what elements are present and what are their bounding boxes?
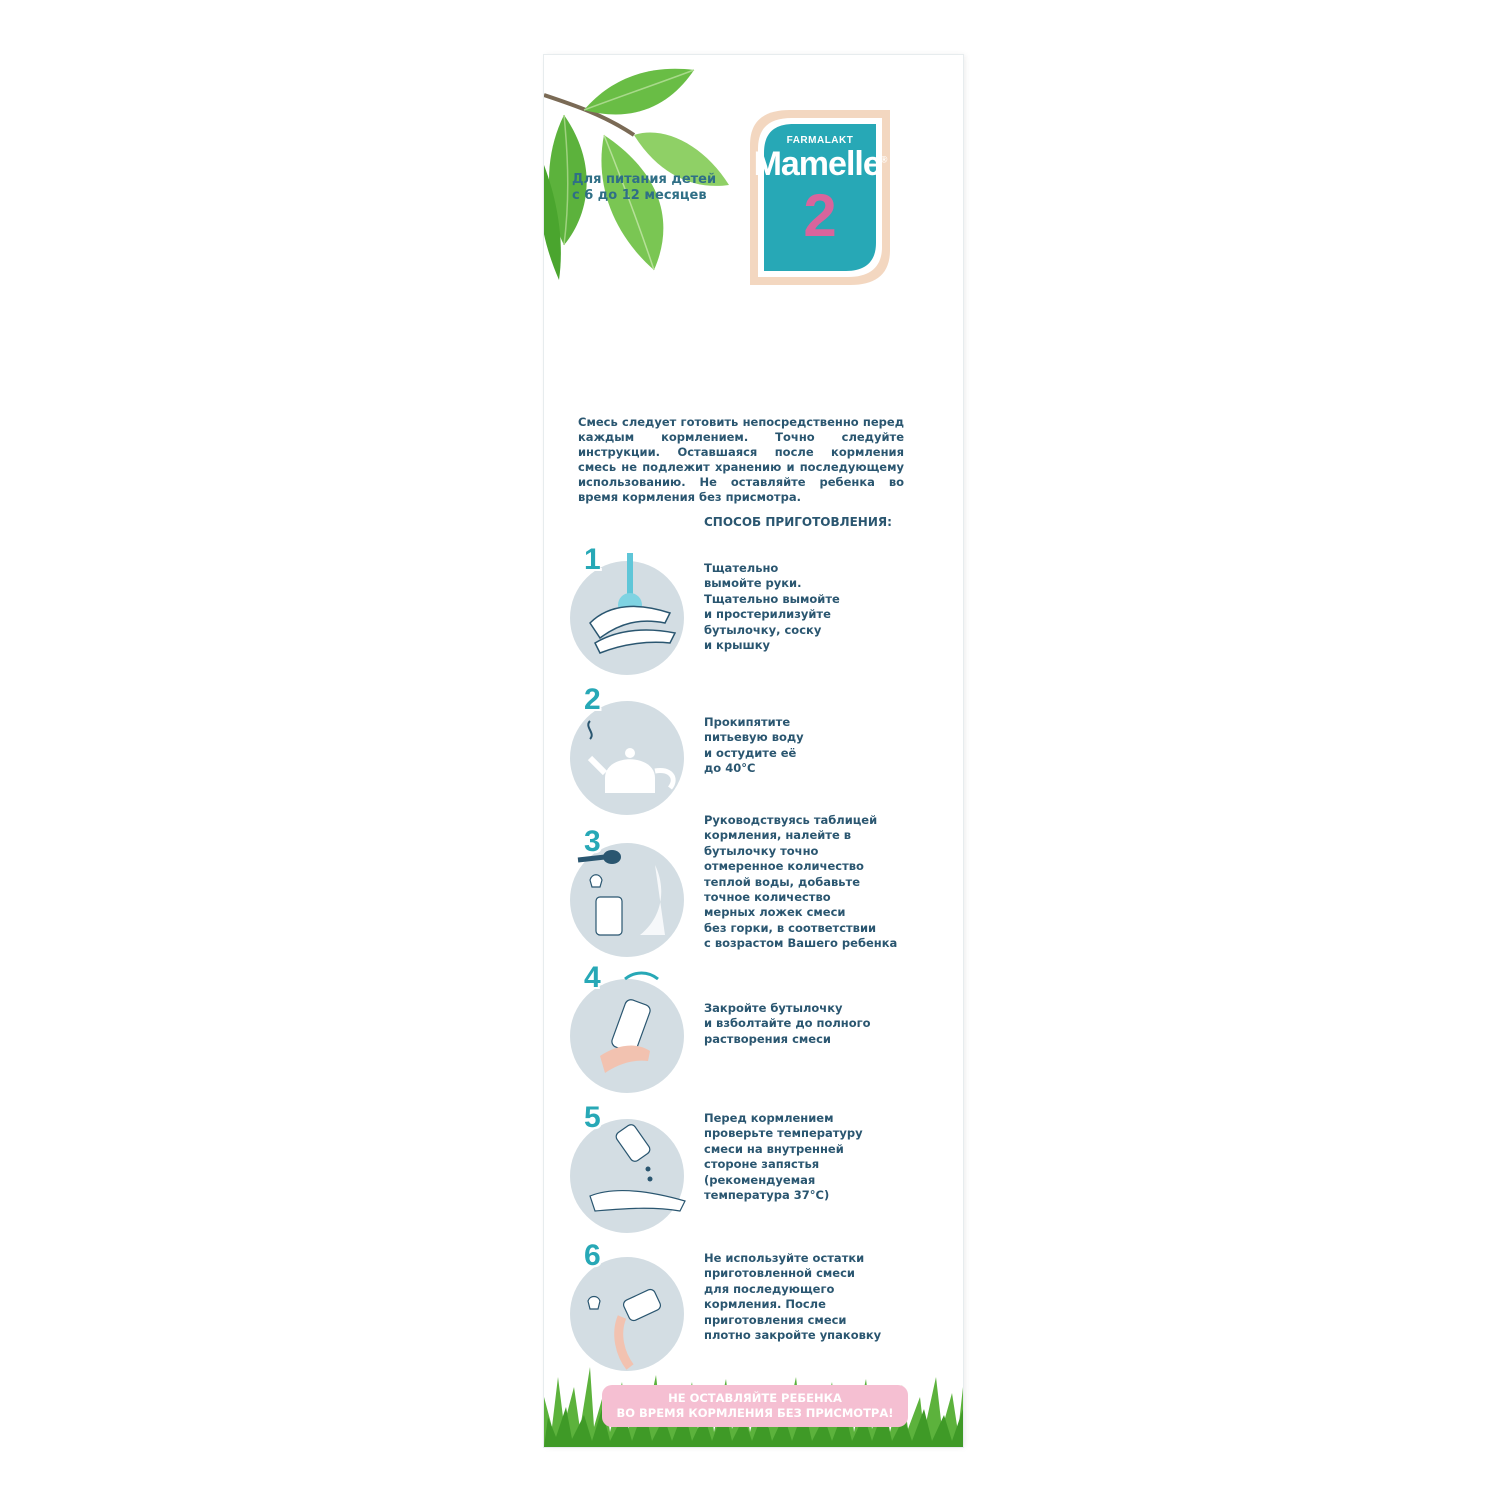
step-line: кормления. После: [704, 1297, 826, 1312]
package-panel: [544, 55, 963, 1447]
step-line: растворения смеси: [704, 1031, 831, 1046]
step-line: кормления, налейте в: [704, 828, 852, 843]
brand-logo-text: [740, 105, 900, 291]
step-text: [704, 561, 944, 653]
step-line: приготовленной смеси: [704, 1266, 855, 1281]
step-text: [704, 1251, 944, 1343]
step-line: Прокипятите: [704, 715, 791, 729]
step-line: отмеренное количество: [704, 859, 864, 874]
step-text: [704, 813, 944, 952]
step-line: температура 37°С): [704, 1188, 830, 1203]
stage-number: 2: [803, 182, 837, 249]
brand-name-text: Mamelle: [753, 145, 881, 183]
warning-line: ВО ВРЕМЯ КОРМЛЕНИЯ БЕЗ ПРИСМОТРА!: [616, 1406, 894, 1420]
step-number: 6: [584, 1239, 601, 1272]
step-line: Тщательно: [704, 561, 779, 575]
warning-banner: [602, 1385, 908, 1427]
section-title: СПОСОБ ПРИГОТОВЛЕНИЯ:: [704, 515, 892, 529]
step-line: теплой воды, добавьте: [704, 874, 861, 889]
step-line: смеси на внутренней: [704, 1141, 844, 1156]
step-line: Перед кормлением: [704, 1111, 834, 1125]
step-line: и остудите её: [704, 745, 797, 760]
intro-text: Смесь следует готовить непосредственно перед каждым кормлением. Точно следуйте инструкции. Оставшаяся после кормления смесь не подлежит хранению и последующему использованию. Не оставляйте ребенка во время кормления без присмотра.: [578, 415, 904, 504]
age-subtitle-line: Для питания детей: [572, 172, 717, 187]
age-subtitle-line: с 6 до 12 месяцев: [572, 188, 707, 203]
step-line: для последующего: [704, 1281, 835, 1296]
step-line: проверьте температуру: [704, 1126, 863, 1141]
step-line: приготовления смеси: [704, 1312, 847, 1327]
step-number: 2: [584, 683, 601, 716]
step-line: Руководствуясь таблицей: [704, 813, 878, 827]
leaves-illustration: [544, 55, 734, 285]
brand-maker: FARMALAKT: [786, 135, 854, 146]
step-line: бутылочку точно: [704, 843, 819, 858]
step-text: [704, 1001, 944, 1047]
step-line: и крышку: [704, 638, 771, 653]
warning-line: НЕ ОСТАВЛЯЙТЕ РЕБЕНКА: [668, 1391, 842, 1405]
step-text: [704, 1111, 944, 1203]
step-line: бутылочку, соску: [704, 622, 822, 637]
step-line: стороне запястья: [704, 1157, 820, 1172]
step-line: Закройте бутылочку: [704, 1001, 843, 1015]
step-line: питьевую воду: [704, 730, 804, 745]
step-line: и взболтайте до полного: [704, 1016, 871, 1031]
step-line: вымойте руки.: [704, 576, 802, 591]
step-line: (рекомендуемая: [704, 1172, 816, 1187]
step-text: [704, 715, 944, 777]
brand-name: [740, 145, 900, 184]
step-number: 5: [584, 1101, 601, 1134]
age-subtitle: [572, 172, 742, 204]
step-line: точное количество: [704, 890, 831, 905]
step-line: плотно закройте упаковку: [704, 1328, 882, 1343]
trademark-mark: ®: [880, 154, 887, 165]
step-line: и простерилизуйте: [704, 607, 831, 622]
step-number: 4: [584, 961, 601, 994]
step-line: с возрастом Вашего ребенка: [704, 936, 898, 951]
step-line: Тщательно вымойте: [704, 591, 840, 606]
step-number: 3: [584, 825, 601, 858]
step-line: мерных ложек смеси: [704, 905, 846, 920]
step-line: без горки, в соответствии: [704, 920, 877, 935]
step-number: 1: [584, 543, 601, 576]
step-line: Не используйте остатки: [704, 1251, 865, 1265]
step-line: до 40°С: [704, 761, 756, 776]
